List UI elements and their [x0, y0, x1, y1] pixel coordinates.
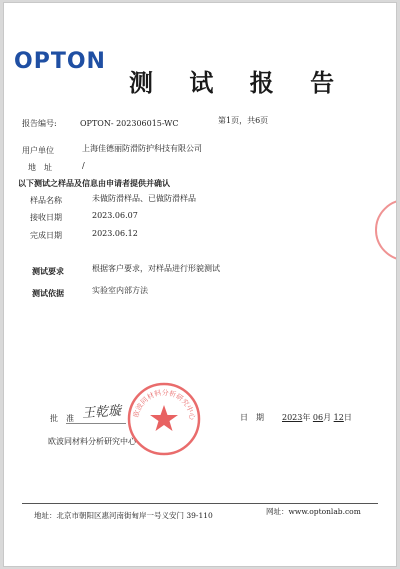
client-value: 上海佳德丽防滑防护科技有限公司 [82, 144, 202, 153]
test-requirement-label: 测试要求 [32, 266, 64, 276]
address-value: / [82, 161, 85, 170]
report-page [3, 2, 397, 567]
date-year-unit: 年 [302, 413, 311, 422]
logo-text: OPTON [14, 49, 106, 74]
approve-label: 批 准 [50, 414, 74, 423]
date-day: 12 [333, 413, 344, 422]
test-requirement-value: 根据客户要求，对样品进行形貌测试 [92, 264, 220, 273]
footer-website: 网址：www.optonlab.com [266, 507, 361, 516]
received-date-value: 2023.06.07 [92, 211, 138, 220]
confirm-note: 以下测试之样品及信息由申请者提供并确认 [18, 178, 170, 188]
date-value [282, 413, 352, 423]
sample-name-label: 样品名称 [30, 196, 62, 205]
approver-signature: 王乾璇 [81, 403, 122, 422]
completed-date-value: 2023.06.12 [92, 229, 138, 238]
report-no-value: OPTON- 202306015-WC [80, 119, 179, 128]
date-month-unit: 月 [323, 413, 332, 422]
client-label: 用户单位 [22, 146, 54, 155]
report-title: 测 试 报 告 [129, 68, 349, 97]
official-seal [126, 381, 202, 457]
svg-text:欧波同材料分析研究中心: 欧波同材料分析研究中心 [132, 388, 197, 421]
date-label: 日 期 [240, 413, 264, 422]
edge-seal [372, 195, 397, 265]
completed-date-label: 完成日期 [30, 231, 62, 240]
date-year: 2023 [282, 413, 303, 422]
test-basis-value: 实验室内部方法 [92, 286, 148, 295]
report-no-label: 报告编号: [22, 119, 57, 128]
footer-divider [22, 503, 378, 504]
test-basis-label: 测试依据 [32, 288, 64, 298]
organization-name: 欧波同材料分析研究中心 [48, 437, 136, 446]
opton-logo [14, 49, 106, 74]
sample-name-value: 未做防滑样品、已做防滑样品 [92, 194, 196, 203]
date-month: 06 [312, 413, 324, 422]
page-info: 第1页，共6页 [218, 116, 269, 125]
received-date-label: 接收日期 [30, 213, 62, 222]
footer-address: 地址：北京市朝阳区惠河南街甸岸一号义安门 39-110 [34, 511, 213, 520]
date-day-unit: 日 [343, 413, 352, 422]
address-label: 地 址 [28, 163, 52, 172]
signature-line [66, 423, 126, 424]
